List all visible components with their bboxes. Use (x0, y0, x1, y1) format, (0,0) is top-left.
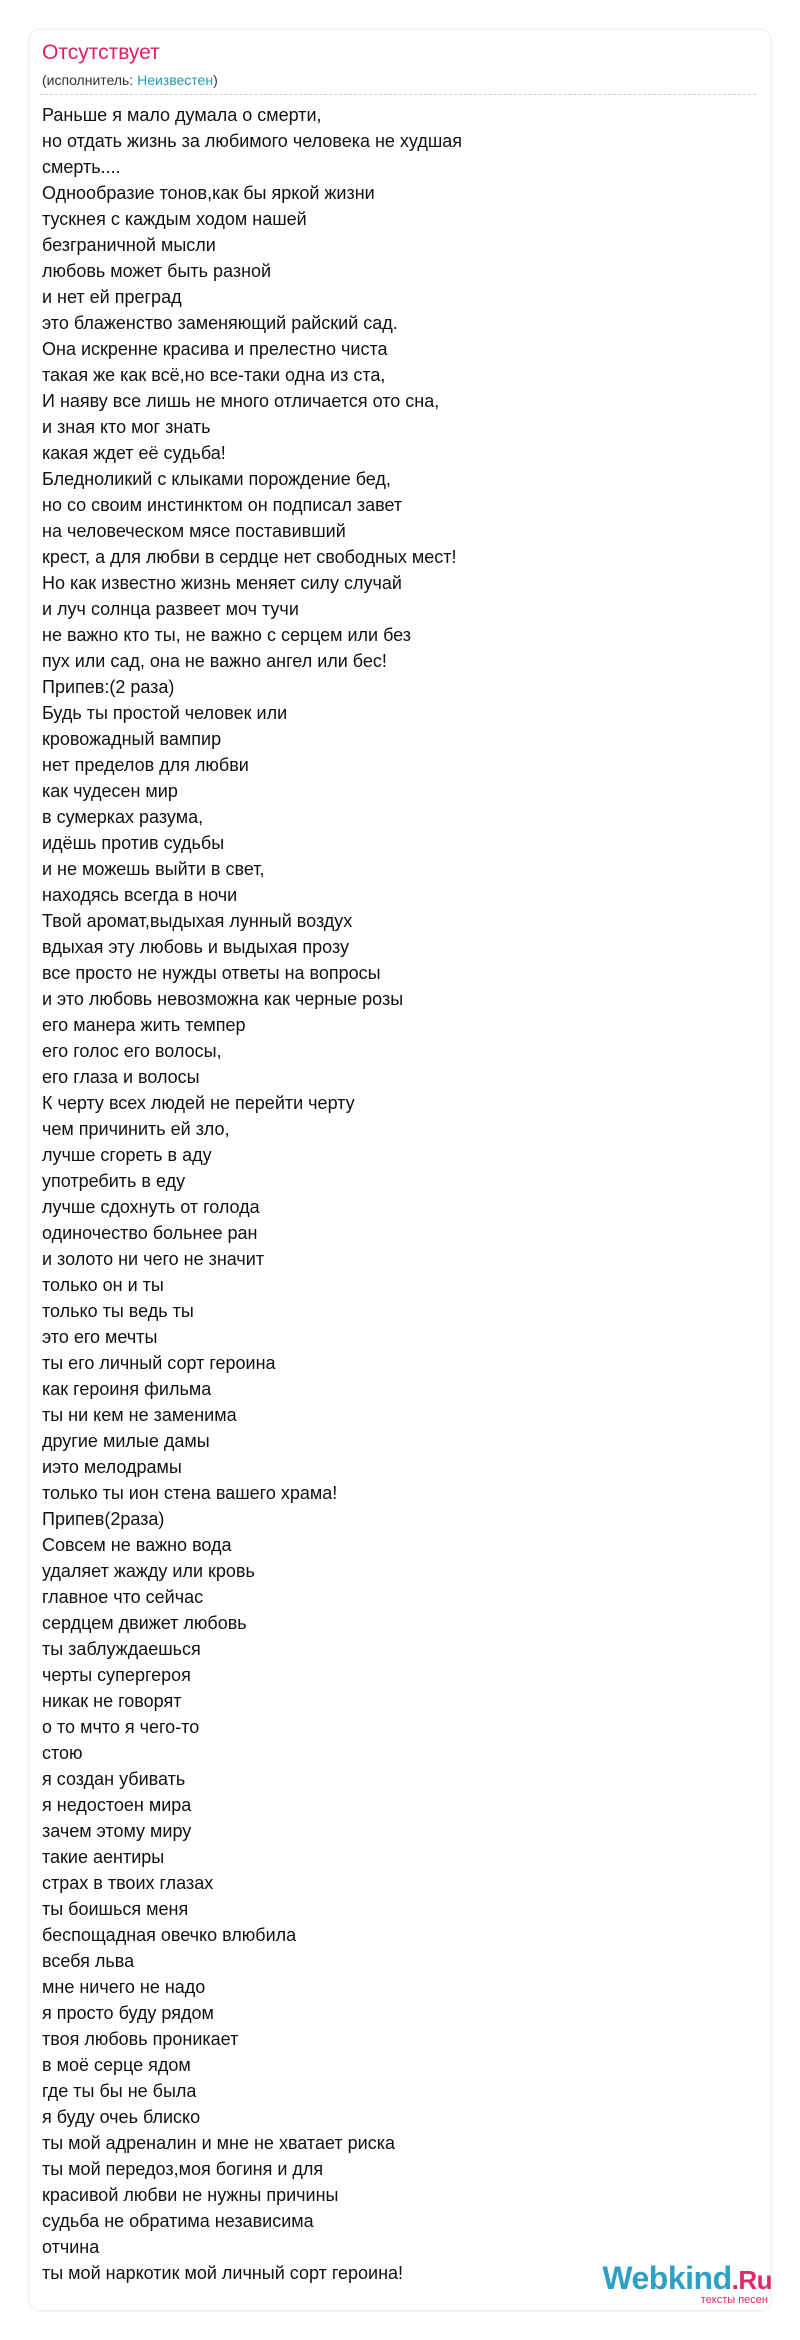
lyric-line: Припев:(2 раза) (42, 677, 175, 697)
lyric-line: и зная кто мог знать (42, 417, 211, 437)
lyric-line: Припев(2раза) (42, 1509, 165, 1529)
lyric-line: нет пределов для любви (42, 755, 249, 775)
lyric-line: о то мчто я чего-то (42, 1717, 200, 1737)
lyric-line: чем причинить ей зло, (42, 1119, 230, 1139)
lyric-line: его манера жить темпер (42, 1015, 246, 1035)
artist-line (42, 71, 218, 89)
lyric-line: пух или сад, она не важно ангел или бес! (42, 651, 387, 671)
lyric-line: такие аентиры (42, 1847, 165, 1867)
lyric-line: твоя любовь проникает (42, 2029, 239, 2049)
lyric-line: все просто не нужды ответы на вопросы (42, 963, 381, 983)
lyric-line: И наяву все лишь не много отличается ото сна, (42, 391, 440, 411)
lyric-line: в сумерках разума, (42, 807, 204, 827)
lyric-line: иэто мелодрамы (42, 1457, 182, 1477)
artist-prefix: (исполнитель: (42, 72, 138, 88)
lyric-line: одиночество больнее ран (42, 1223, 258, 1243)
divider (40, 94, 756, 95)
lyric-line: не важно кто ты, не важно с серцем или без (42, 625, 412, 645)
lyric-line: любовь может быть разной (42, 261, 272, 281)
lyric-line: в моё серце ядом (42, 2055, 191, 2075)
lyric-line: Однообразие тонов,как бы яркой жизни (42, 183, 375, 203)
song-title: Отсутствует (42, 41, 160, 64)
lyric-line: и золото ни чего не значит (42, 1249, 265, 1269)
lyric-line: ты ни кем не заменима (42, 1405, 237, 1425)
lyric-line: Будь ты простой человек или (42, 703, 288, 723)
artist-link[interactable]: Неизвестен (137, 72, 214, 88)
logo-suffix: .Ru (731, 2265, 772, 2295)
lyric-line: как чудесен мир (42, 781, 178, 801)
lyric-line: Твой аромат,выдыхая лунный воздух (42, 911, 353, 931)
lyric-line: стою (42, 1743, 83, 1763)
lyric-line: смерть.... (42, 157, 121, 177)
lyric-line: Она искренне красива и прелестно чиста (42, 339, 388, 359)
lyric-line: и это любовь невозможна как черные розы (42, 989, 404, 1009)
artist-suffix: ) (213, 72, 218, 88)
lyric-line: но со своим инстинктом он подписал завет (42, 495, 403, 515)
lyric-line: ты мой наркотик мой личный сорт героина! (42, 2263, 404, 2283)
lyric-line: Бледноликий с клыками порождение бед, (42, 469, 391, 489)
lyric-line: сердцем движет любовь (42, 1613, 247, 1633)
lyric-line: вдыхая эту любовь и выдыхая прозу (42, 937, 350, 957)
lyric-line: находясь всегда в ночи (42, 885, 238, 905)
lyric-line: только ты ион стена вашего храма! (42, 1483, 338, 1503)
lyric-line: идёшь против судьбы (42, 833, 225, 853)
lyric-line: только он и ты (42, 1275, 164, 1295)
logo-wordmark (602, 2260, 772, 2296)
lyric-line: я буду очеь блиско (42, 2107, 201, 2127)
lyric-line: красивой любви не нужны причины (42, 2185, 339, 2205)
lyric-line: главное что сейчас (42, 1587, 204, 1607)
lyric-line: это его мечты (42, 1327, 158, 1347)
lyric-line: никак не говорят (42, 1691, 182, 1711)
lyric-line: другие милые дамы (42, 1431, 210, 1451)
logo-tagline: тексты песен (700, 2294, 768, 2306)
lyric-line: удаляет жажду или кровь (42, 1561, 255, 1581)
lyric-line: ты заблуждаешься (42, 1639, 201, 1659)
lyric-line: где ты бы не была (42, 2081, 197, 2101)
lyric-line: зачем этому миру (42, 1821, 192, 1841)
lyric-line: тускнея с каждым ходом нашей (42, 209, 307, 229)
logo-main-text: Webkind (602, 2260, 732, 2296)
lyric-line: Раньше я мало думала о смерти, (42, 105, 322, 125)
lyric-line: лучше сгореть в аду (42, 1145, 212, 1165)
lyric-line: как героиня фильма (42, 1379, 212, 1399)
lyric-line: крест, а для любви в сердце нет свободных мест! (42, 547, 457, 567)
lyric-line: но отдать жизнь за любимого человека не худшая (42, 131, 463, 151)
lyric-line: и нет ей преград (42, 287, 182, 307)
lyric-line: лучше сдохнуть от голода (42, 1197, 260, 1217)
lyric-line: его глаза и волосы (42, 1067, 200, 1087)
lyric-line: его голос его волосы, (42, 1041, 222, 1061)
lyric-line: отчина (42, 2237, 100, 2257)
lyric-line: это блаженство заменяющий райский сад. (42, 313, 398, 333)
lyric-line: ты мой адреналин и мне не хватает риска (42, 2133, 395, 2153)
lyric-line: и луч солнца развеет моч тучи (42, 599, 299, 619)
lyric-line: такая же как всё,но все-таки одна из ста, (42, 365, 386, 385)
lyric-line: всебя льва (42, 1951, 135, 1971)
lyric-line: я просто буду рядом (42, 2003, 214, 2023)
lyric-line: кровожадный вампир (42, 729, 222, 749)
lyric-line: ты мой передоз,моя богиня и для (42, 2159, 324, 2179)
lyric-line: и не можешь выйти в свет, (42, 859, 265, 879)
lyric-line: ты его личный сорт героина (42, 1353, 276, 1373)
lyric-line: беспощадная овечко влюбила (42, 1925, 297, 1945)
lyric-line: Но как известно жизнь меняет силу случай (42, 573, 402, 593)
lyric-line: мне ничего не надо (42, 1977, 206, 1997)
lyric-line: только ты ведь ты (42, 1301, 194, 1321)
lyric-line: судьба не обратима независима (42, 2211, 314, 2231)
lyric-line: ты боишься меня (42, 1899, 189, 1919)
lyric-line: Совсем не важно вода (42, 1535, 232, 1555)
lyric-line: черты супергероя (42, 1665, 191, 1685)
lyric-line: страх в твоих глазах (42, 1873, 214, 1893)
lyric-line: я создан убивать (42, 1769, 186, 1789)
lyric-line: на человеческом мясе поставивший (42, 521, 346, 541)
lyrics-text (42, 102, 462, 2286)
site-logo[interactable] (602, 2262, 772, 2306)
lyric-line: употребить в еду (42, 1171, 186, 1191)
lyric-line: безграничной мысли (42, 235, 216, 255)
lyric-line: К черту всех людей не перейти черту (42, 1093, 355, 1113)
lyric-line: я недостоен мира (42, 1795, 192, 1815)
lyric-line: какая ждет её судьба! (42, 443, 226, 463)
